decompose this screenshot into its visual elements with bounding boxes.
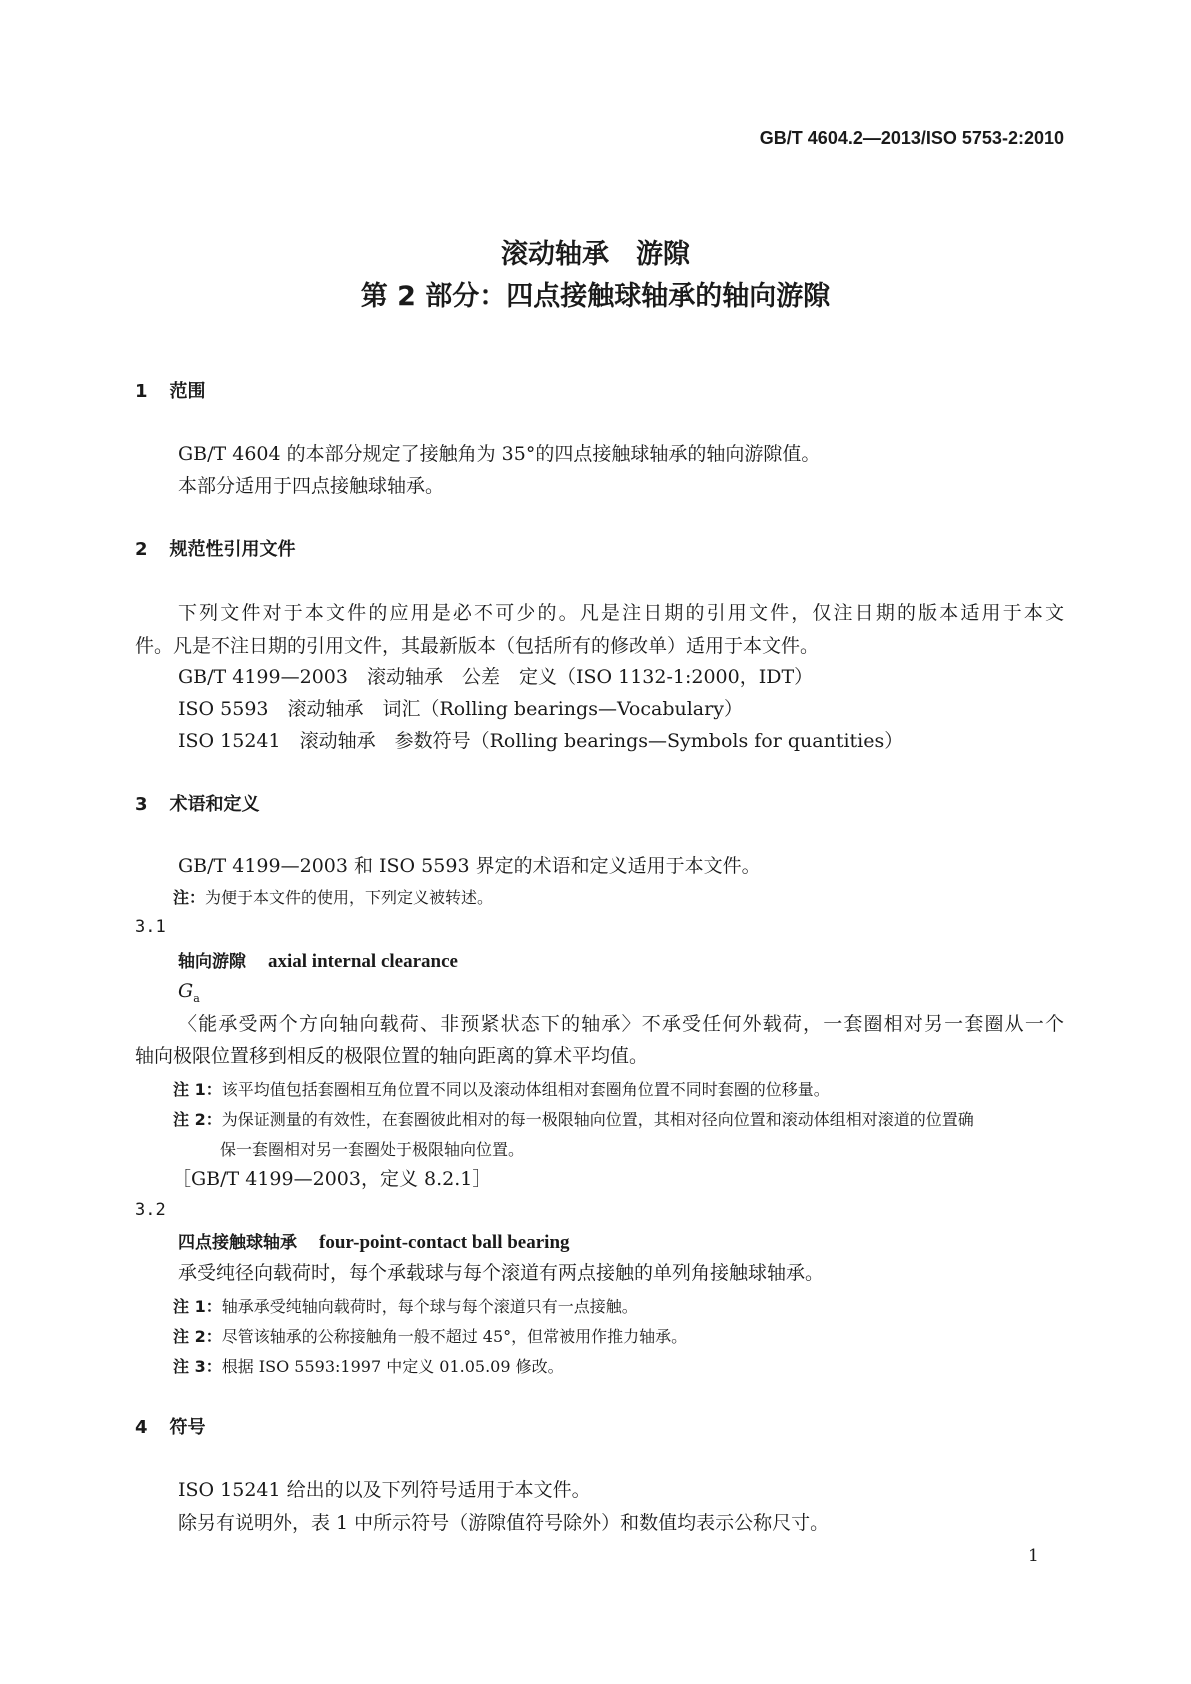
- note: [173, 1355, 564, 1379]
- paragraph: 除另有说明外，表 1 中所示符号（游隙值符号除外）和数值均表示公称尺寸。: [178, 1512, 830, 1534]
- reference-item: ISO 15241 滚动轴承 参数符号（Rolling bearings—Symbols for quantities）: [178, 730, 904, 752]
- note-text: 为保证测量的有效性，在套圈彼此相对的每一极限轴向位置，其相对径向位置和滚动体组相对滚道的位置确: [221, 1110, 974, 1129]
- section-number: 1: [135, 381, 148, 402]
- note-text: 轴承承受纯轴向载荷时，每个球与每个滚道只有一点接触。: [221, 1297, 638, 1316]
- paragraph: 本部分适用于四点接触球轴承。: [178, 475, 445, 497]
- paragraph: GB/T 4604 的本部分规定了接触角为 35°的四点接触球轴承的轴向游隙值。: [178, 443, 821, 465]
- page-number: 1: [1028, 1546, 1039, 1566]
- section-heading-1: [135, 380, 206, 404]
- definition-source: ［GB/T 4199—2003，定义 8.2.1］: [172, 1168, 492, 1190]
- note: [173, 1108, 974, 1132]
- symbol-subscript: a: [193, 991, 200, 1005]
- section-number: 2: [135, 539, 148, 560]
- term-cn: 四点接触球轴承: [178, 1233, 297, 1253]
- definition: 〈能承受两个方向轴向载荷、非预紧状态下的轴承〉不承受任何外载荷，一套圈相对另一套圈从一个: [178, 1013, 1064, 1035]
- note: [173, 1325, 687, 1349]
- title-line-1: 滚动轴承 游隙: [501, 239, 690, 270]
- section-number: 3: [135, 794, 148, 815]
- note-label: 注 2：: [173, 1327, 222, 1346]
- paragraph: GB/T 4199—2003 和 ISO 5593 界定的术语和定义适用于本文件。: [178, 855, 761, 877]
- section-heading-4: [135, 1416, 206, 1440]
- term-en: four-point-contact ball bearing: [319, 1232, 570, 1253]
- reference-item: ISO 5593 滚动轴承 词汇（Rolling bearings—Vocabulary）: [178, 698, 743, 720]
- paragraph: ISO 15241 给出的以及下列符号适用于本文件。: [178, 1479, 591, 1501]
- section-heading-2: [135, 538, 296, 562]
- note-label: 注 1：: [173, 1080, 222, 1099]
- note-label: 注 2：: [173, 1110, 222, 1129]
- note-text: 根据 ISO 5593:1997 中定义 01.05.09 修改。: [221, 1357, 564, 1376]
- symbol-letter: G: [178, 980, 194, 1002]
- term: [178, 1230, 570, 1255]
- section-heading-3: [135, 793, 260, 817]
- note-label: 注 3：: [173, 1357, 222, 1376]
- note-label: 注：: [173, 888, 206, 907]
- section-title: 规范性引用文件: [169, 539, 296, 560]
- section-number: 4: [135, 1417, 148, 1438]
- note: [173, 1295, 638, 1319]
- reference-item: GB/T 4199—2003 滚动轴承 公差 定义（ISO 1132-1:2000，IDT）: [178, 666, 814, 688]
- term-en: axial internal clearance: [268, 951, 458, 972]
- symbol: [178, 979, 200, 1011]
- note-label: 注 1：: [173, 1297, 222, 1316]
- note: [173, 1078, 830, 1102]
- note-text: 该平均值包括套圈相互角位置不同以及滚动体组相对套圈角位置不同时套圈的位移量。: [221, 1080, 830, 1099]
- definition-number: 3.1: [135, 917, 166, 937]
- definition: 承受纯径向载荷时，每个承载球与每个滚道有两点接触的单列角接触球轴承。: [178, 1262, 825, 1284]
- section-title: 符号: [169, 1417, 206, 1438]
- document-number: GB/T 4604.2—2013/ISO 5753-2:2010: [759, 128, 1064, 148]
- section-title: 术语和定义: [169, 794, 260, 815]
- title-line-2: 第 2 部分：四点接触球轴承的轴向游隙: [360, 281, 831, 312]
- note-text: 为便于本文件的使用，下列定义被转述。: [205, 888, 494, 907]
- term-cn: 轴向游隙: [178, 952, 246, 972]
- note: [173, 886, 493, 910]
- note-continuation: 保一套圈相对另一套圈处于极限轴向位置。: [220, 1140, 525, 1159]
- definition: 轴向极限位置移到相反的极限位置的轴向距离的算术平均值。: [135, 1045, 649, 1067]
- definition-number: 3.2: [135, 1200, 166, 1220]
- paragraph: 下列文件对于本文件的应用是必不可少的。凡是注日期的引用文件，仅注日期的版本适用于本文: [178, 602, 1064, 624]
- term: [178, 949, 458, 974]
- section-title: 范围: [169, 381, 206, 402]
- note-text: 尽管该轴承的公称接触角一般不超过 45°，但常被用作推力轴承。: [221, 1327, 688, 1346]
- paragraph: 件。凡是不注日期的引用文件，其最新版本（包括所有的修改单）适用于本文件。: [135, 635, 820, 657]
